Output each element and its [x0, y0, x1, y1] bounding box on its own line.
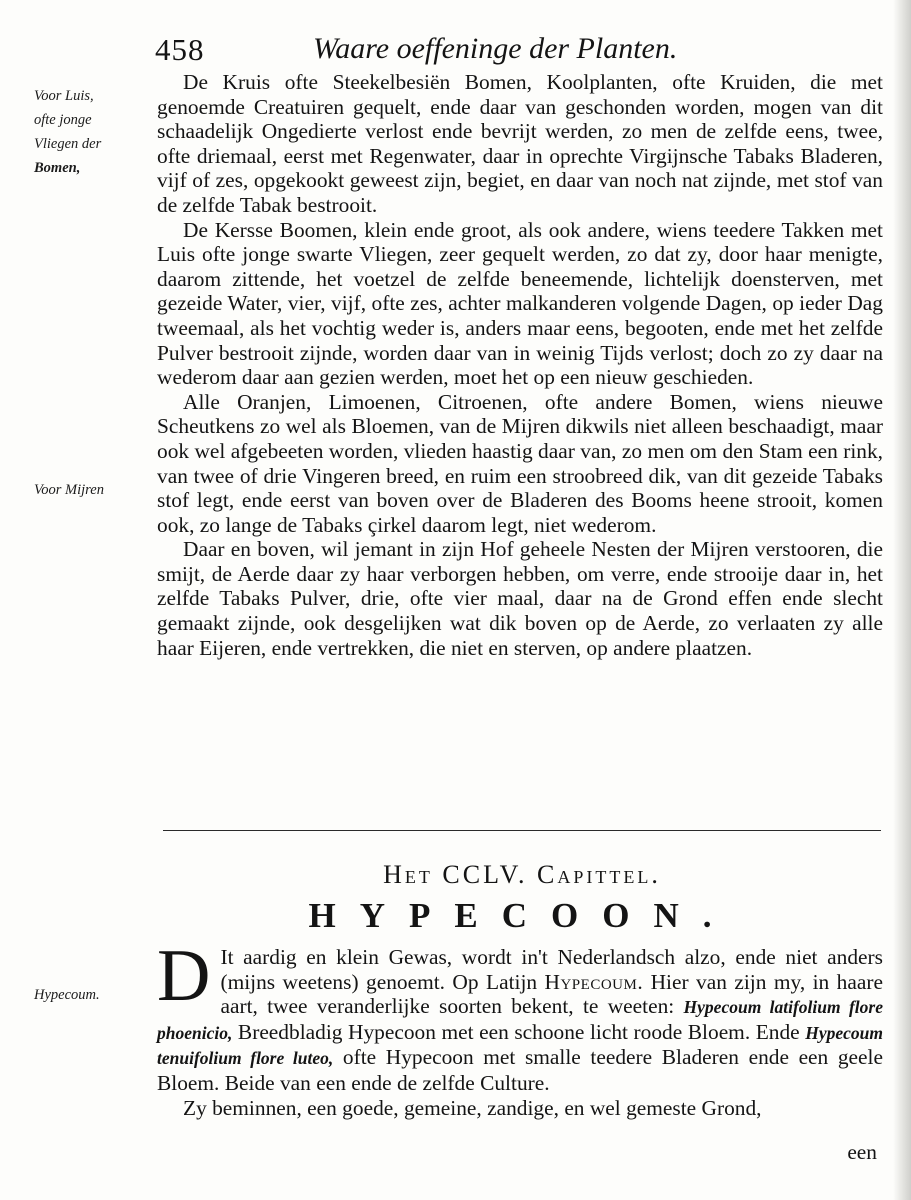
margin-note-line: Vliegen der [34, 136, 102, 152]
section-divider [163, 830, 881, 831]
margin-note-line: Bomen, [34, 160, 81, 176]
drop-cap: D [157, 935, 211, 1017]
paragraph-hypecoon-intro [157, 935, 883, 1096]
margin-note-hypecoum: Hypecoum. [34, 987, 100, 1003]
intro-text: It aardig en klein Gewas, wordt in't Nederlandsch alzo, ende niet anders (mijns weetens) genoemt. Op Latijn [220, 945, 883, 994]
paragraph-grond: Zy beminnen, een goede, gemeine, zandige, en wel gemeste Grond, [183, 1095, 762, 1120]
hypecoon-text-block [157, 935, 883, 1120]
latin-name: Hypecoum. [544, 969, 644, 994]
paragraph-kruis: De Kruis ofte Steekelbesiën Bomen, Koolplanten, ofte Kruiden, die met genoemde Creatuiren gequelt, ende daar van geschonden worden, mogen van dit schaadelijk Ongedierte verlost ende bevrijt werden, zo men de zelfde eens, twee, ofte driemaal, eerst met Regenwater, daar in oprechte Virgijnsche Tabaks Bladeren, vijf of zes, opgekookt geweest zijn, begiet, en daar van noch nat zijnde, met stof van de zelfde Tabak bestrooit. [157, 70, 883, 217]
page-number: 458 [155, 32, 205, 67]
paragraph-oranjen: Alle Oranjen, Limoenen, Citroenen, ofte andere Bomen, wiens nieuwe Scheutkens zo wel als Bloemen, van de Mijren dikwils niet alleen beschaadigt, maar ook wel afgebeeten worden, vlieden haastig daar van, zo men om den Stam een rink, van twee of drie Vingeren breed, en ruim een stroobreed dik, van dit gezeide Tabaks stof legt, ende eerst van boven over de Bladeren des Booms heene strooit, komen ook, zo lange de Tabaks çirkel daarom legt, niet wederom. [157, 389, 883, 537]
page-header [155, 30, 715, 70]
catchword: een [847, 1140, 877, 1164]
species-tenuifolium: Hypecoum tenuifolium flore luteo, [157, 1022, 883, 1069]
species-latifolium: Hypecoum latifolium flore phoenicio, [157, 997, 883, 1043]
paragraph-mijren-nesten: Daar en boven, wil jemant in zijn Hof geheele Nesten der Mijren verstooren, die smijt, de Aerde daar zy haar verborgen hebben, om verre, ende strooije daar in, het zelfde Tabaks Pulver, drie, ofte vier maal, daar na de Grond effen ende slecht gemaakt zijnde, ook desgelijken wat dik boven op de Aerde, zo verlaaten zy alle haar Eijeren, ende vertrekken, die niet en sterven, op andere plaatzen. [157, 537, 883, 660]
plant-title: HYPECOON. [308, 896, 736, 935]
chapter-heading: Het CCLV. Capittel. [383, 860, 661, 889]
paragraph-kersse: De Kersse Boomen, klein ende groot, als ook andere, wiens teedere Takken met Luis ofte jonge swarte Vliegen, zeer gequelt werden, zo dat zy, door haar menigte, daarom zittende, het voetzel de zelfde beneemende, lichtelijk doensterven, met gezeide Water, vier, vijf, ofte zes, achter malkanderen volgende Dagen, op ieder Dag tweemaal, als het vochtig weder is, anders maar eens, begooten, ende met het zelfde Pulver bestrooit zijnde, worden daar van in weinig Tijds verlost; doch zo zy daar na wederom daar aan gezien werden, moet het op een nieuw geschieden. [157, 217, 883, 390]
margin-note-mijren: Voor Mijren [34, 482, 104, 498]
page-edge-shadow [893, 0, 911, 1200]
main-text-block [157, 70, 883, 660]
species-latifolium-description: Breedbladig Hypecoon met een schoone licht roode Bloem. Ende [237, 1019, 800, 1044]
intro-continuation: Hier van zijn my, in haare aart, twee veranderlijke soorten bekent, te weeten: [220, 969, 883, 1019]
running-title: Waare oeffeninge der Planten. [313, 32, 678, 65]
margin-note-line: ofte jonge [34, 112, 92, 128]
margin-note-luis [34, 84, 152, 180]
margin-note-line: Voor Luis, [34, 88, 94, 104]
species-tenuifolium-description: ofte Hypecoon met smalle teedere Bladeren ende een geele Bloem. Beide van een ende de zelfde Culture. [157, 1045, 883, 1095]
